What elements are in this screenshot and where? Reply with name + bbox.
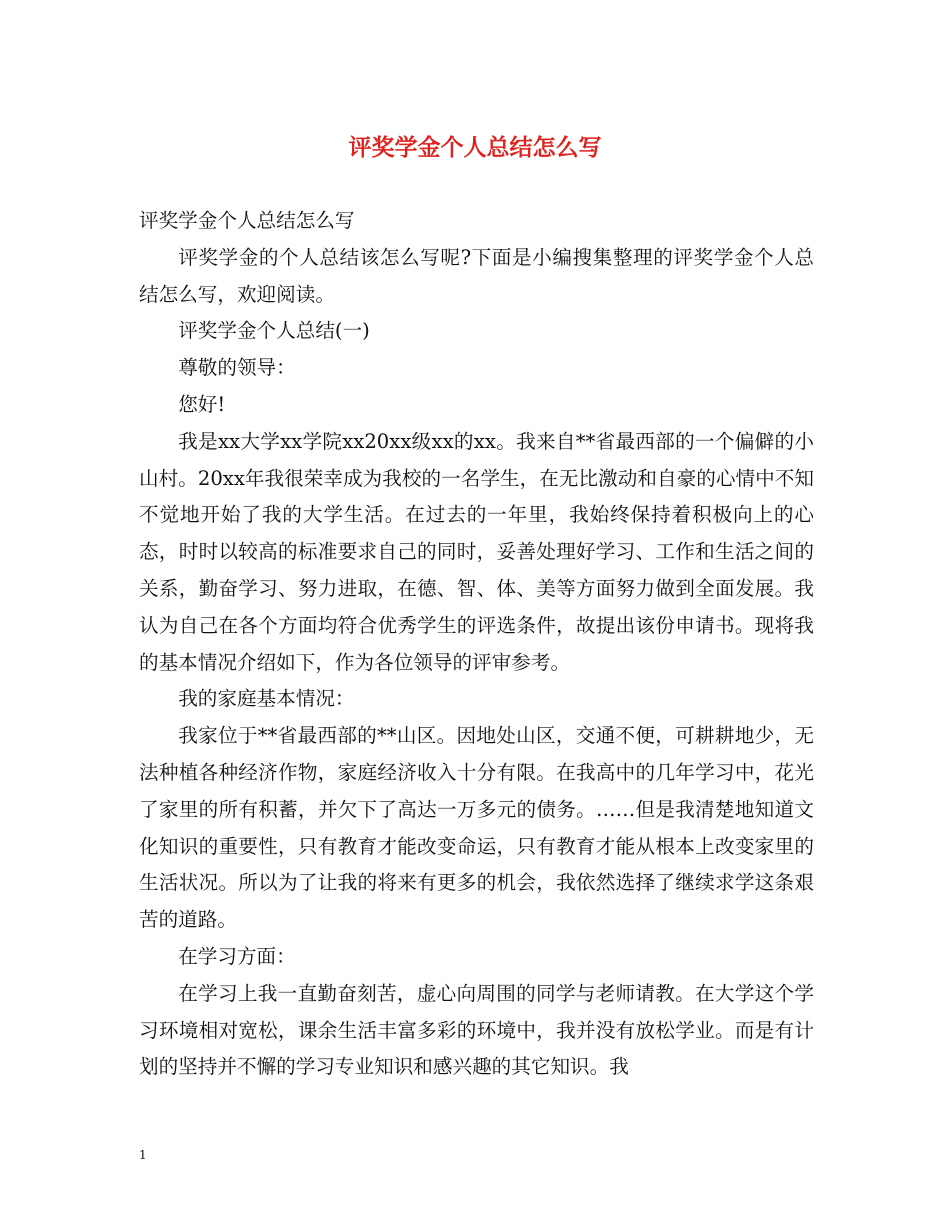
paragraph-section-title: 评奖学金个人总结(一) (178, 319, 370, 343)
paragraph-greeting: 您好! (178, 392, 226, 416)
paragraph-salutation: 尊敬的领导： (178, 356, 296, 380)
paragraph-family-situation: 我家位于**省最西部的**山区。因地处山区，交通不便，可耕耕地少，无法种植各种经济作物，家庭经济收入十分有限。在我高中的几年学习中，花光了家里的所有积蓄，并欠下了高达一万多元的债务。……但是我清楚地知道文化知识的重要性，只有教育才能改变命运，只有教育才能从根本上改变家里的生活状况。所以为了让我的将来有更多的机会，我依然选择了继续求学这条艰苦的道路。 (139, 724, 814, 932)
paragraph-heading: 评奖学金个人总结怎么写 (139, 209, 355, 232)
paragraph-self-introduction: 我是xx大学xx学院xx20xx级xx的xx。我来自**省最西部的一个偏僻的小山村。20xx年我很荣幸成为我校的一名学生，在无比激动和自豪的心情中不知不觉地开始了我的大学生活。在过去的一年里，我始终保持着积极向上的心态，时时以较高的标准要求自己的同时，妥善处理好学习、工作和生活之间的关系，勤奋学习、努力进取，在德、智、体、美等方面努力做到全面发展。我认为自己在各个方面均符合优秀学生的评选条件，故提出该份申请书。现将我的基本情况介绍如下，作为各位领导的评审参考。 (139, 429, 814, 674)
document-body (139, 203, 814, 1086)
page-number: 1 (139, 1148, 147, 1162)
document-title: 评奖学金个人总结怎么写 (348, 134, 602, 161)
paragraph-study-details: 在学习上我一直勤奋刻苦，虚心向周围的同学与老师请教。在大学这个学习环境相对宽松，课余生活丰富多彩的环境中，我并没有放松学业。而是有计划的坚持并不懈的学习专业知识和感兴趣的其它知识。我 (139, 981, 814, 1079)
paragraph-family-heading: 我的家庭基本情况： (178, 687, 355, 711)
paragraph-study-heading: 在学习方面： (178, 944, 296, 968)
paragraph-intro: 评奖学金的个人总结该怎么写呢?下面是小编搜集整理的评奖学金个人总结怎么写，欢迎阅读。 (139, 245, 814, 306)
